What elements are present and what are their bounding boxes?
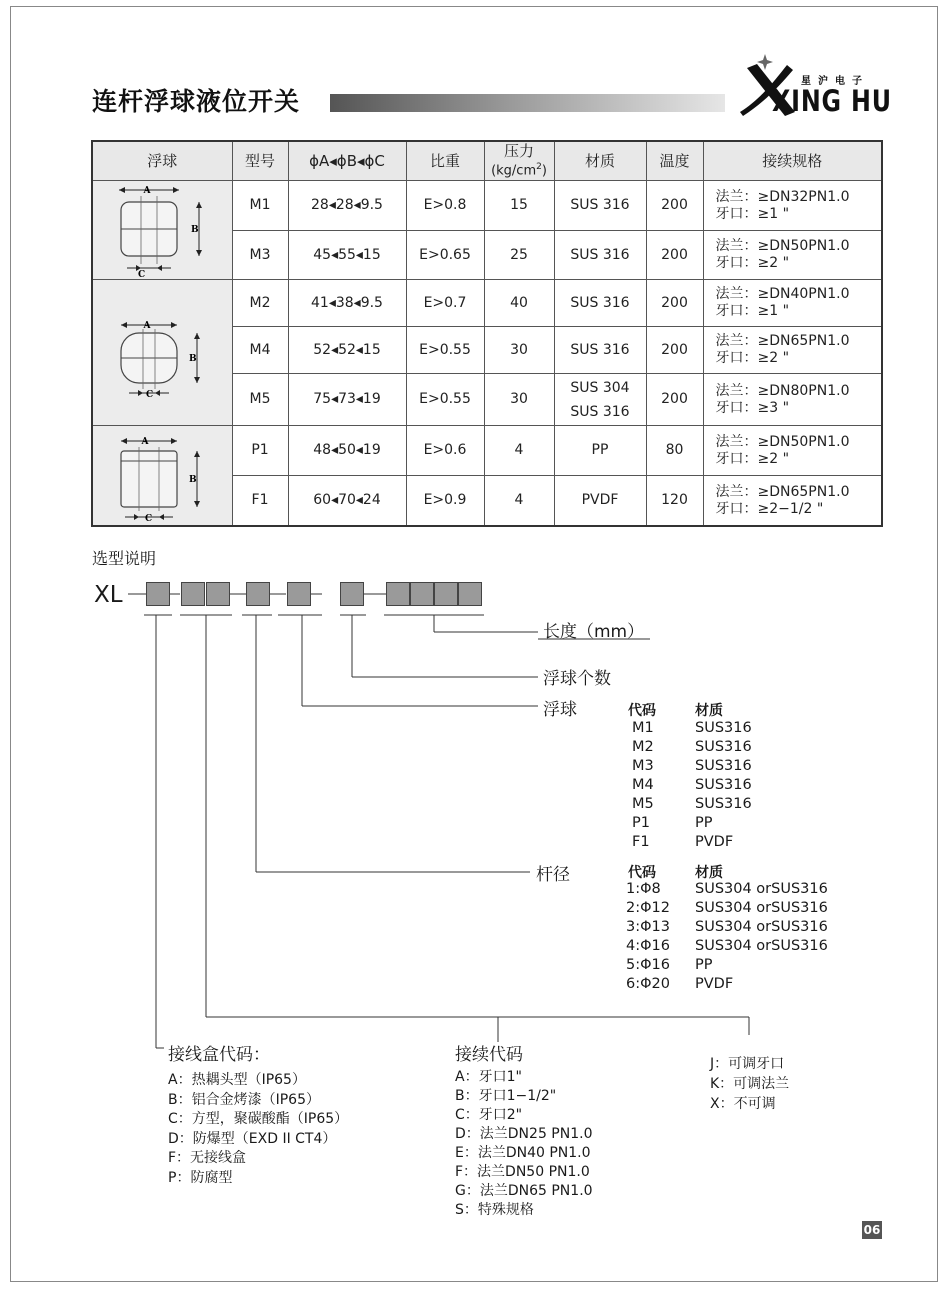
float-label: 浮球 [543,700,577,720]
code-box-length-4 [458,582,482,606]
cell-temperature: 200 [646,374,703,426]
list-item: M4 [632,777,654,793]
list-item: P1 [632,815,650,831]
list-item: F1 [632,834,650,850]
cell-sg: E>0.6 [406,426,484,476]
header-pressure-unit-b: ) [541,163,547,179]
list-item: G：法兰DN65 PN1.0 [455,1183,593,1199]
header-material: 材质 [554,141,646,181]
conn-flange: 法兰：≥DN40PN1.0 [715,286,850,303]
list-item: SUS316 [695,720,752,736]
list-item: J：可调牙口 [710,1056,785,1072]
list-item: PP [695,957,713,973]
cell-material: SUS 316 [554,280,646,327]
conn-flange: 法兰：≥DN50PN1.0 [715,433,850,450]
code-box-length-3 [434,582,458,606]
cell-material: SUS 316 [554,231,646,280]
list-item: B：牙口1−1/2" [455,1088,557,1104]
list-item: M3 [632,758,654,774]
cell-material: PP [554,426,646,476]
list-item: A：热耦头型（IP65） [168,1072,306,1088]
conn-thread: 牙口：≥2 " [715,350,790,367]
list-item: S：特殊规格 [455,1202,534,1218]
page-number: 06 [863,1223,881,1237]
cell-sg: E>0.55 [406,327,484,374]
cell-model: M3 [232,231,288,280]
dim-a-label: A [143,186,151,197]
cell-temperature: 80 [646,426,703,476]
adjust-code-list [710,1054,789,1114]
cell-dimensions: 28◂28◂9.5 [288,181,406,231]
rod-material-list [695,880,828,994]
cell-temperature: 200 [646,231,703,280]
cell-material: SUS 316 [554,327,646,374]
list-item: M5 [632,796,654,812]
rod-label: 杆径 [536,865,570,885]
page-title: 连杆浮球液位开关 [92,87,301,116]
conn-thread: 牙口：≥1 " [715,303,790,320]
cell-model: M5 [232,374,288,426]
rod-material-header: 材质 [695,865,723,881]
code-box-length-1 [386,582,410,606]
list-item: 1:Φ8 [626,881,661,897]
junction-box-title: 接线盒代码： [168,1045,270,1065]
dim-c-label: C [145,513,153,524]
cell-dimensions: 48◂50◂19 [288,426,406,476]
list-item: SUS304 orSUS316 [695,938,828,954]
cell-model: F1 [232,476,288,526]
list-item: B：铝合金烤漆（IP65） [168,1091,320,1108]
conn-flange: 法兰：≥DN65PN1.0 [715,333,850,350]
list-item: E：法兰DN40 PN1.0 [455,1145,591,1161]
code-box-junction [146,582,170,606]
cell-sg: E>0.55 [406,374,484,426]
cell-temperature: 200 [646,280,703,327]
list-item: D：法兰DN25 PN1.0 [455,1126,593,1142]
dim-c-label: C [138,270,146,279]
cell-pressure: 30 [484,374,554,426]
cell-dimensions: 41◂38◂9.5 [288,280,406,327]
list-item: SUS304 orSUS316 [695,919,828,935]
conn-thread: 牙口：≥2 " [715,450,790,467]
cell-pressure: 25 [484,231,554,280]
cell-temperature: 200 [646,181,703,231]
float-count-label: 浮球个数 [543,669,611,689]
logo-chinese-text: 星沪电子 [801,76,869,87]
list-item: PVDF [695,976,734,992]
list-item: PVDF [695,834,734,850]
conn-thread: 牙口：≥3 " [715,399,790,416]
list-item: M2 [632,739,654,755]
conn-flange: 法兰：≥DN65PN1.0 [715,483,850,500]
conn-thread: 牙口：≥2−1/2 " [715,500,824,517]
dim-a-label: A [143,320,151,331]
list-item: C：方型，聚碳酸酯（IP65） [168,1111,349,1127]
list-item: A：牙口1" [455,1069,522,1085]
conn-thread: 牙口：≥1 " [715,205,790,222]
list-item: SUS316 [695,777,752,793]
list-item: X：不可调 [710,1096,776,1112]
rod-code-list [626,880,670,994]
list-item: PP [695,815,713,831]
cell-pressure: 30 [484,327,554,374]
cell-material: SUS 316 [554,181,646,231]
conn-thread: 牙口：≥2 " [715,255,790,272]
conn-flange: 法兰：≥DN50PN1.0 [715,238,850,255]
cell-pressure: 4 [484,426,554,476]
cell-model: M4 [232,327,288,374]
list-item: 4:Φ16 [626,938,670,954]
dim-c-label: C [146,389,154,400]
cell-dimensions: 52◂52◂15 [288,327,406,374]
length-label: 长度（mm） [543,622,645,642]
cell-material-a: SUS 304 [570,379,630,396]
conn-flange: 法兰：≥DN32PN1.0 [715,188,850,205]
header-connection: 接续规格 [703,141,882,181]
cell-pressure: 40 [484,280,554,327]
float-material-header: 材质 [695,703,723,719]
cell-pressure: 15 [484,181,554,231]
list-item: K：可调法兰 [710,1076,790,1092]
cell-sg: E>0.8 [406,181,484,231]
header-specific-gravity: 比重 [406,141,484,181]
header-model: 型号 [232,141,288,181]
logo-english-text: XING HU [772,84,892,118]
header-dimensions: ϕA◂ϕB◂ϕC [288,141,406,181]
cell-temperature: 200 [646,327,703,374]
list-item: 3:Φ13 [626,919,670,935]
selection-guide-title: 选型说明 [92,549,157,568]
float-code-header: 代码 [628,703,656,719]
header-temperature: 温度 [646,141,703,181]
cell-material-b: SUS 316 [570,403,630,420]
list-item: SUS316 [695,796,752,812]
list-item: 6:Φ20 [626,976,670,992]
code-box-rod [246,582,270,606]
cell-sg: E>0.9 [406,476,484,526]
list-item: F：法兰DN50 PN1.0 [455,1164,590,1180]
list-item: SUS304 orSUS316 [695,900,828,916]
code-box-connection [181,582,205,606]
code-box-length-2 [410,582,434,606]
list-item: M1 [632,720,654,736]
conn-flange: 法兰：≥DN80PN1.0 [715,382,850,399]
list-item: F：无接线盒 [168,1150,247,1166]
cell-model: P1 [232,426,288,476]
cell-dimensions: 45◂55◂15 [288,231,406,280]
dim-b-label: B [189,353,197,364]
header-pressure-unit-sup: 2 [536,161,542,172]
cell-temperature: 120 [646,476,703,526]
list-item: C：牙口2" [455,1107,523,1123]
cell-model: M2 [232,280,288,327]
list-item: SUS304 orSUS316 [695,881,828,897]
cell-sg: E>0.65 [406,231,484,280]
cell-dimensions: 75◂73◂19 [288,374,406,426]
connection-code-title: 接续代码 [455,1045,523,1065]
code-box-float [287,582,311,606]
list-item: SUS316 [695,758,752,774]
cell-material: PVDF [554,476,646,526]
cell-model: M1 [232,181,288,231]
cell-dimensions: 60◂70◂24 [288,476,406,526]
dim-a-label: A [141,436,149,447]
list-item: 5:Φ16 [626,957,670,973]
list-item: 2:Φ12 [626,900,670,916]
list-item: P：防腐型 [168,1169,233,1186]
header-pressure-unit-a: (kg/cm [491,163,537,179]
cell-pressure: 4 [484,476,554,526]
rod-code-header: 代码 [628,865,656,881]
list-item: SUS316 [695,739,752,755]
list-item: D：防爆型（EXD II CT4） [168,1130,337,1147]
model-prefix: XL [94,582,123,608]
cell-sg: E>0.7 [406,280,484,327]
dim-b-label: B [191,225,199,236]
header-pressure-label: 压力 [503,141,534,160]
code-box-float-count [340,582,364,606]
dim-b-label: B [189,474,197,485]
code-box-adjust [206,582,230,606]
float-material-list [695,719,752,852]
float-code-list [632,719,654,852]
connection-code-list [455,1068,593,1220]
junction-box-list [168,1071,348,1188]
header-float: 浮球 [92,141,232,181]
